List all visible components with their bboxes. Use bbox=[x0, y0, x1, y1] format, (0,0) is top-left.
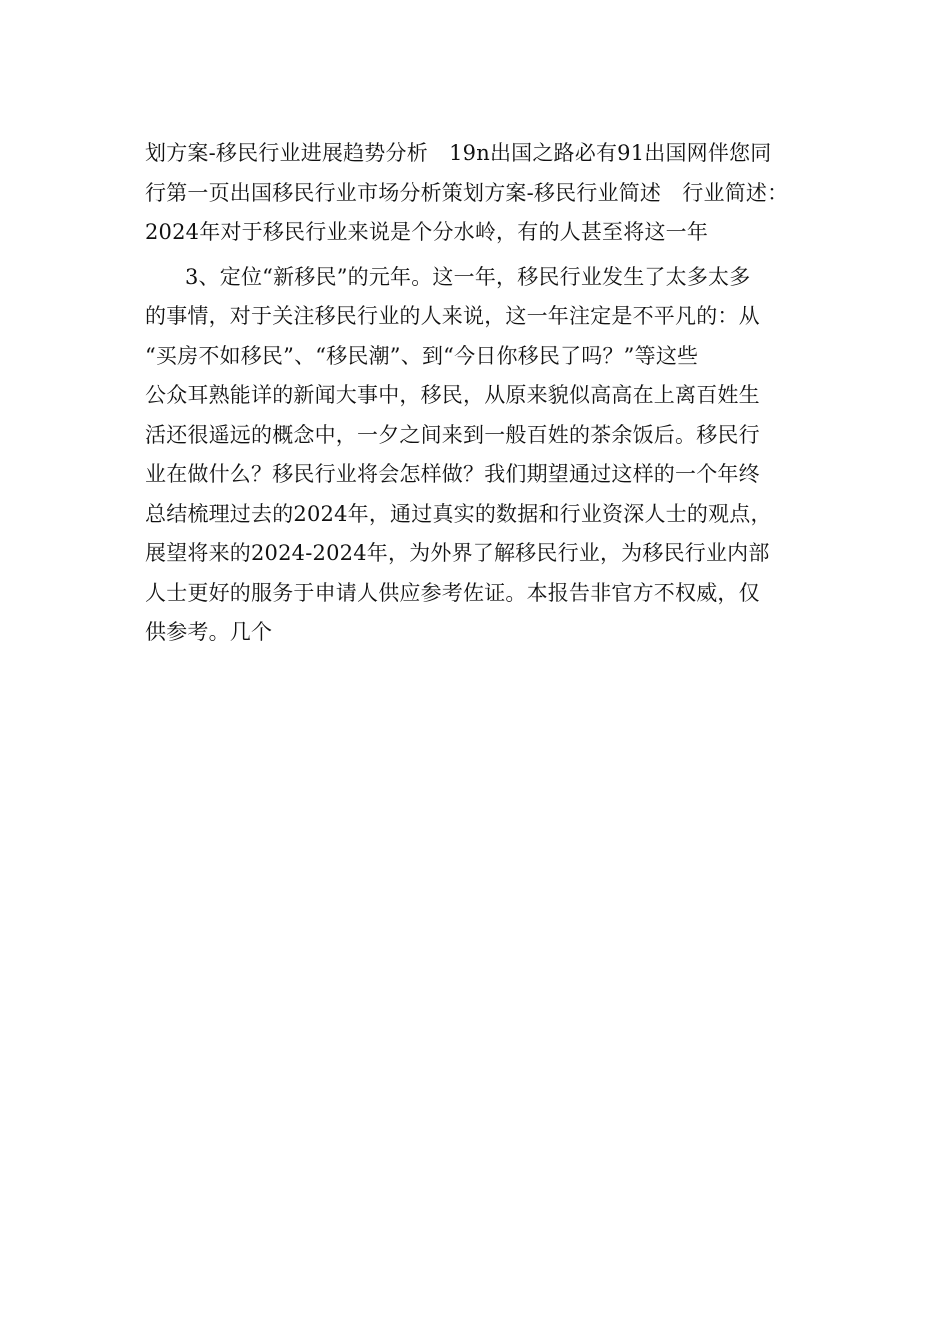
paragraph-2-line: 活还很遥远的概念中，一夕之间来到一般百姓的茶余饭后。移民行 bbox=[145, 422, 760, 447]
paragraph-2-line: 业在做什么？移民行业将会怎样做？我们期望通过这样的一个年终 bbox=[145, 462, 760, 486]
paragraph-1-line: 划方案-移民行业进展趋势分析 19n出国之路必有91出国网伴您同 bbox=[145, 141, 772, 165]
paragraph-2-line: 展望将来的2024-2024年，为外界了解移民行业，为移民行业内部 bbox=[145, 541, 770, 565]
paragraph-2-line: 供参考。几个 bbox=[145, 620, 273, 644]
document-body bbox=[145, 134, 825, 653]
paragraph-1-line: 行第一页出国移民行业市场分析策划方案-移民行业简述 行业简述： bbox=[145, 180, 789, 205]
paragraph-1-line: 2024年对于移民行业来说是个分水岭，有的人甚至将这一年 bbox=[145, 220, 709, 244]
paragraph-2-line: 人士更好的服务于申请人供应参考佐证。本报告非官方不权威，仅 bbox=[145, 580, 760, 605]
paragraph-2-line: 3、定位“新移民”的元年。这一年，移民行业发生了太多太多 bbox=[185, 264, 751, 289]
paragraph-1 bbox=[145, 134, 825, 253]
paragraph-2-line: 的事情，对于关注移民行业的人来说，这一年注定是不平凡的：从 bbox=[145, 304, 760, 328]
paragraph-2 bbox=[145, 258, 825, 653]
paragraph-2-line: 总结梳理过去的2024年，通过真实的数据和行业资深人士的观点， bbox=[145, 501, 772, 526]
paragraph-2-line: 公众耳熟能详的新闻大事中，移民，从原来貌似高高在上离百姓生 bbox=[145, 383, 760, 407]
paragraph-2-line: “买房不如移民”、“移民潮”、到“今日你移民了吗？”等这些 bbox=[145, 343, 699, 368]
